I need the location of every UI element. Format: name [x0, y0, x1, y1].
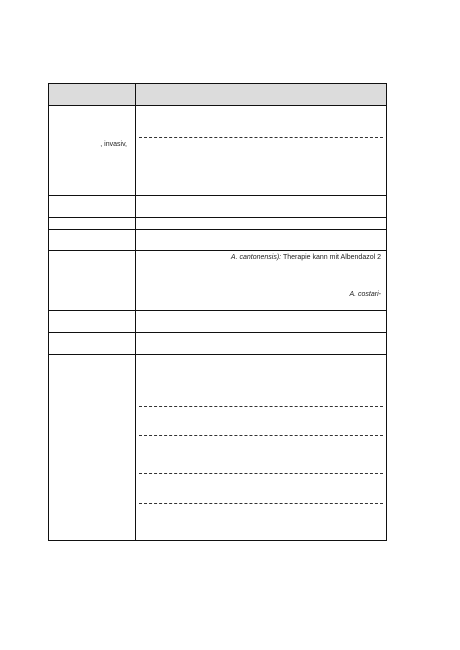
cell-text-italic-costari: A. costari- [349, 291, 381, 298]
table-cell-right [136, 230, 386, 250]
dashed-divider [139, 503, 383, 504]
table-row [49, 311, 386, 333]
cell-text-line1 [231, 254, 381, 261]
cell-text-invasiv: , invasiv, [100, 141, 127, 148]
table-cell-right [136, 251, 386, 310]
table-cell-left [49, 230, 136, 250]
table-cell-left [49, 218, 136, 229]
cell-text-therapy: Therapie kann mit Albendazol 2 [282, 254, 381, 261]
table-cell-left [49, 106, 136, 195]
dashed-divider [139, 406, 383, 407]
table-row [49, 355, 386, 540]
table-cell-right [136, 311, 386, 332]
table-row [49, 196, 386, 218]
header-cell-right [136, 84, 386, 105]
table-cell-left [49, 311, 136, 332]
table-cell-right [136, 333, 386, 354]
table-cell-right [136, 106, 386, 195]
table-cell-left [49, 355, 136, 540]
table-row [49, 251, 386, 311]
document-table [48, 83, 387, 541]
table-cell-left [49, 251, 136, 310]
table-row [49, 106, 386, 196]
table-row [49, 218, 386, 230]
table-row [49, 230, 386, 251]
table-cell-right [136, 355, 386, 540]
header-cell-left [49, 84, 136, 105]
table-header-row [49, 84, 386, 106]
table-cell-right [136, 218, 386, 229]
dashed-divider [139, 473, 383, 474]
cell-text-italic-species: A. cantonensis): [230, 254, 282, 261]
dashed-divider [139, 137, 383, 138]
table-cell-right [136, 196, 386, 217]
table-row [49, 333, 386, 355]
table-cell-left [49, 333, 136, 354]
dashed-divider [139, 435, 383, 436]
table-cell-left [49, 196, 136, 217]
